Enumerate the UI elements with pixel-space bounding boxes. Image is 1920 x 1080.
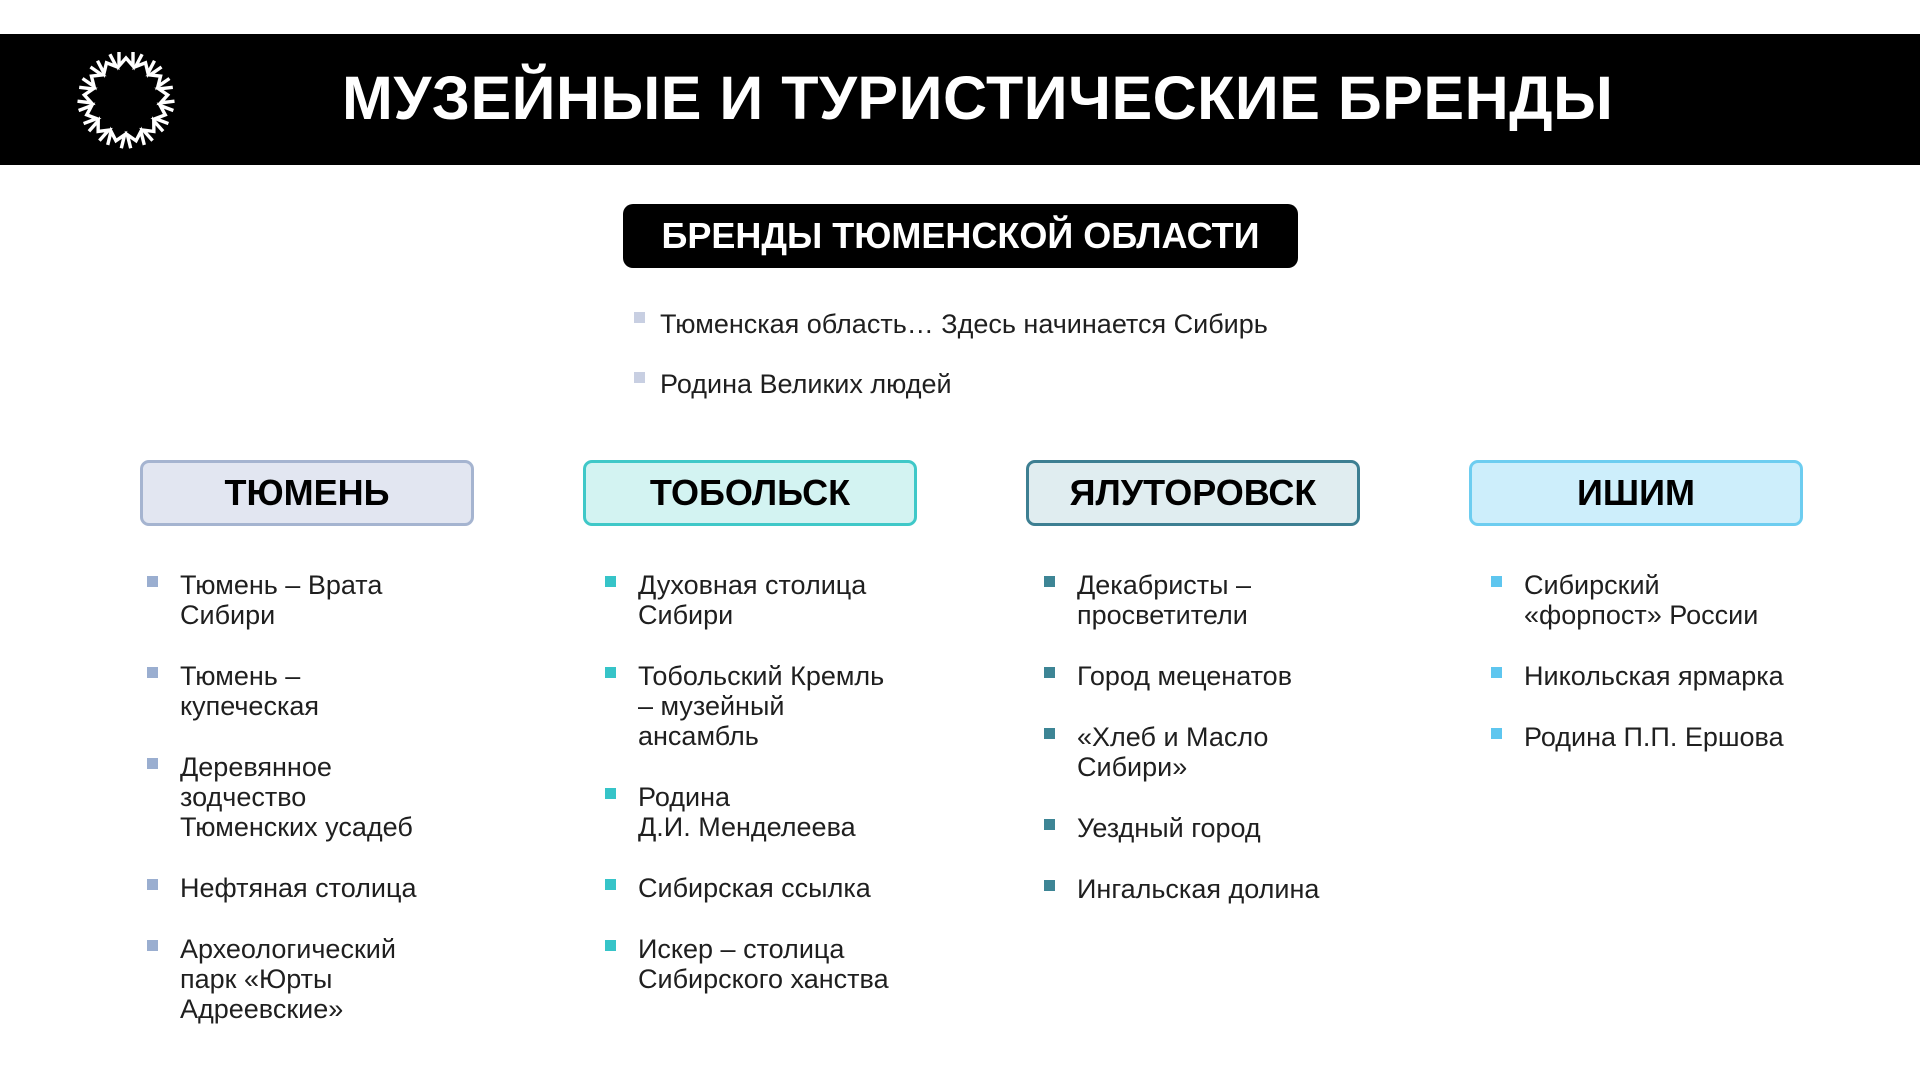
list-item-text: Нефтяная столица	[180, 873, 417, 903]
list-item	[1044, 570, 1319, 630]
list-item	[1044, 722, 1319, 782]
square-bullet-icon	[1044, 880, 1055, 891]
square-bullet-icon	[147, 940, 158, 951]
square-bullet-icon	[605, 576, 616, 587]
list-item-text: Тюмень – купеческая	[180, 661, 319, 721]
square-bullet-icon	[1491, 667, 1502, 678]
city-name: ТЮМЕНЬ	[224, 472, 390, 513]
square-bullet-icon	[1044, 819, 1055, 830]
subtitle-box	[623, 204, 1298, 268]
list-item-text: Ингальская долина	[1077, 874, 1320, 904]
logo-ray	[150, 67, 169, 86]
square-bullet-icon	[634, 312, 645, 323]
logo-ray	[155, 106, 173, 124]
list-item-text: Родина Д.И. Менделеева	[638, 782, 856, 842]
list-item	[147, 873, 416, 903]
list-item	[147, 752, 416, 842]
square-bullet-icon	[605, 667, 616, 678]
list-item-text: Тобольский Кремль – музейный ансамбль	[638, 661, 885, 751]
list-item	[1491, 661, 1784, 691]
museum-sun-logo-icon	[70, 44, 182, 156]
list-item-text: Уездный город	[1077, 813, 1261, 843]
square-bullet-icon	[1491, 728, 1502, 739]
logo-ray	[78, 87, 94, 103]
square-bullet-icon	[1044, 728, 1055, 739]
list-item	[1044, 661, 1319, 691]
city-name: ЯЛУТОРОВСК	[1069, 472, 1317, 513]
list-item	[1044, 813, 1319, 843]
list-item	[147, 934, 416, 1024]
square-bullet-icon	[634, 372, 645, 383]
list-item-text: «Хлеб и Масло Сибири»	[1077, 722, 1269, 782]
page-title: МУЗЕЙНЫЕ И ТУРИСТИЧЕСКИЕ БРЕНДЫ	[342, 64, 1614, 132]
list-item	[1491, 570, 1784, 630]
brand-list-tobolsk	[605, 570, 889, 1025]
logo-ray	[119, 52, 133, 66]
square-bullet-icon	[147, 667, 158, 678]
square-bullet-icon	[605, 879, 616, 890]
city-header-ishim	[1469, 460, 1803, 526]
square-bullet-icon	[1044, 576, 1055, 587]
list-item-text: Декабристы – просветители	[1077, 570, 1252, 630]
list-item	[1044, 874, 1319, 904]
logo-ray	[89, 121, 109, 141]
subtitle-text: БРЕНДЫ ТЮМЕНСКОЙ ОБЛАСТИ	[661, 215, 1260, 256]
square-bullet-icon	[147, 576, 158, 587]
city-header-yalutorovsk	[1026, 460, 1360, 526]
city-name: ТОБОЛЬСК	[649, 472, 851, 513]
slogan-item	[634, 302, 1268, 362]
city-header-tobolsk	[583, 460, 917, 526]
list-item-text: Сибирский «форпост» России	[1524, 570, 1759, 630]
logo-ray	[83, 67, 102, 86]
slogan-text: Тюменская область… Здесь начинается Сибирь	[660, 309, 1268, 339]
list-item-text: Археологический парк «Юрты Адреевские»	[180, 934, 396, 1024]
square-bullet-icon	[147, 879, 158, 890]
city-name: ИШИМ	[1577, 472, 1695, 513]
logo-ray	[97, 54, 116, 73]
brand-list-yalutorovsk	[1044, 570, 1319, 935]
list-item	[605, 661, 889, 751]
list-item	[147, 570, 416, 630]
city-header-tyumen	[140, 460, 474, 526]
logo-ray	[79, 106, 97, 124]
logo-ray	[127, 131, 144, 148]
list-item-text: Город меценатов	[1077, 661, 1293, 691]
list-item	[605, 570, 889, 630]
list-item-text: Родина П.П. Ершова	[1524, 722, 1784, 752]
square-bullet-icon	[147, 758, 158, 769]
list-item-text: Искер – столица Сибирского ханства	[638, 934, 889, 994]
list-item-text: Духовная столица Сибири	[638, 570, 867, 630]
square-bullet-icon	[605, 940, 616, 951]
list-item	[605, 873, 889, 903]
logo-ray	[143, 121, 163, 141]
square-bullet-icon	[1491, 576, 1502, 587]
list-item-text: Сибирская ссылка	[638, 873, 871, 903]
list-item	[1491, 722, 1784, 752]
list-item-text: Тюмень – Врата Сибири	[180, 570, 383, 630]
square-bullet-icon	[605, 788, 616, 799]
list-item	[605, 934, 889, 994]
slogan-list	[634, 302, 1268, 422]
list-item	[147, 661, 416, 721]
logo-ray	[108, 131, 125, 148]
slogan-text: Родина Великих людей	[660, 369, 952, 399]
list-item-text: Деревянное зодчество Тюменских усадеб	[180, 752, 413, 842]
square-bullet-icon	[1044, 667, 1055, 678]
logo-ray	[136, 54, 155, 73]
slogan-item	[634, 362, 1268, 422]
logo-ray	[159, 87, 175, 103]
brand-list-ishim	[1491, 570, 1784, 783]
brand-list-tyumen	[147, 570, 416, 1055]
list-item	[605, 782, 889, 842]
list-item-text: Никольская ярмарка	[1524, 661, 1784, 691]
